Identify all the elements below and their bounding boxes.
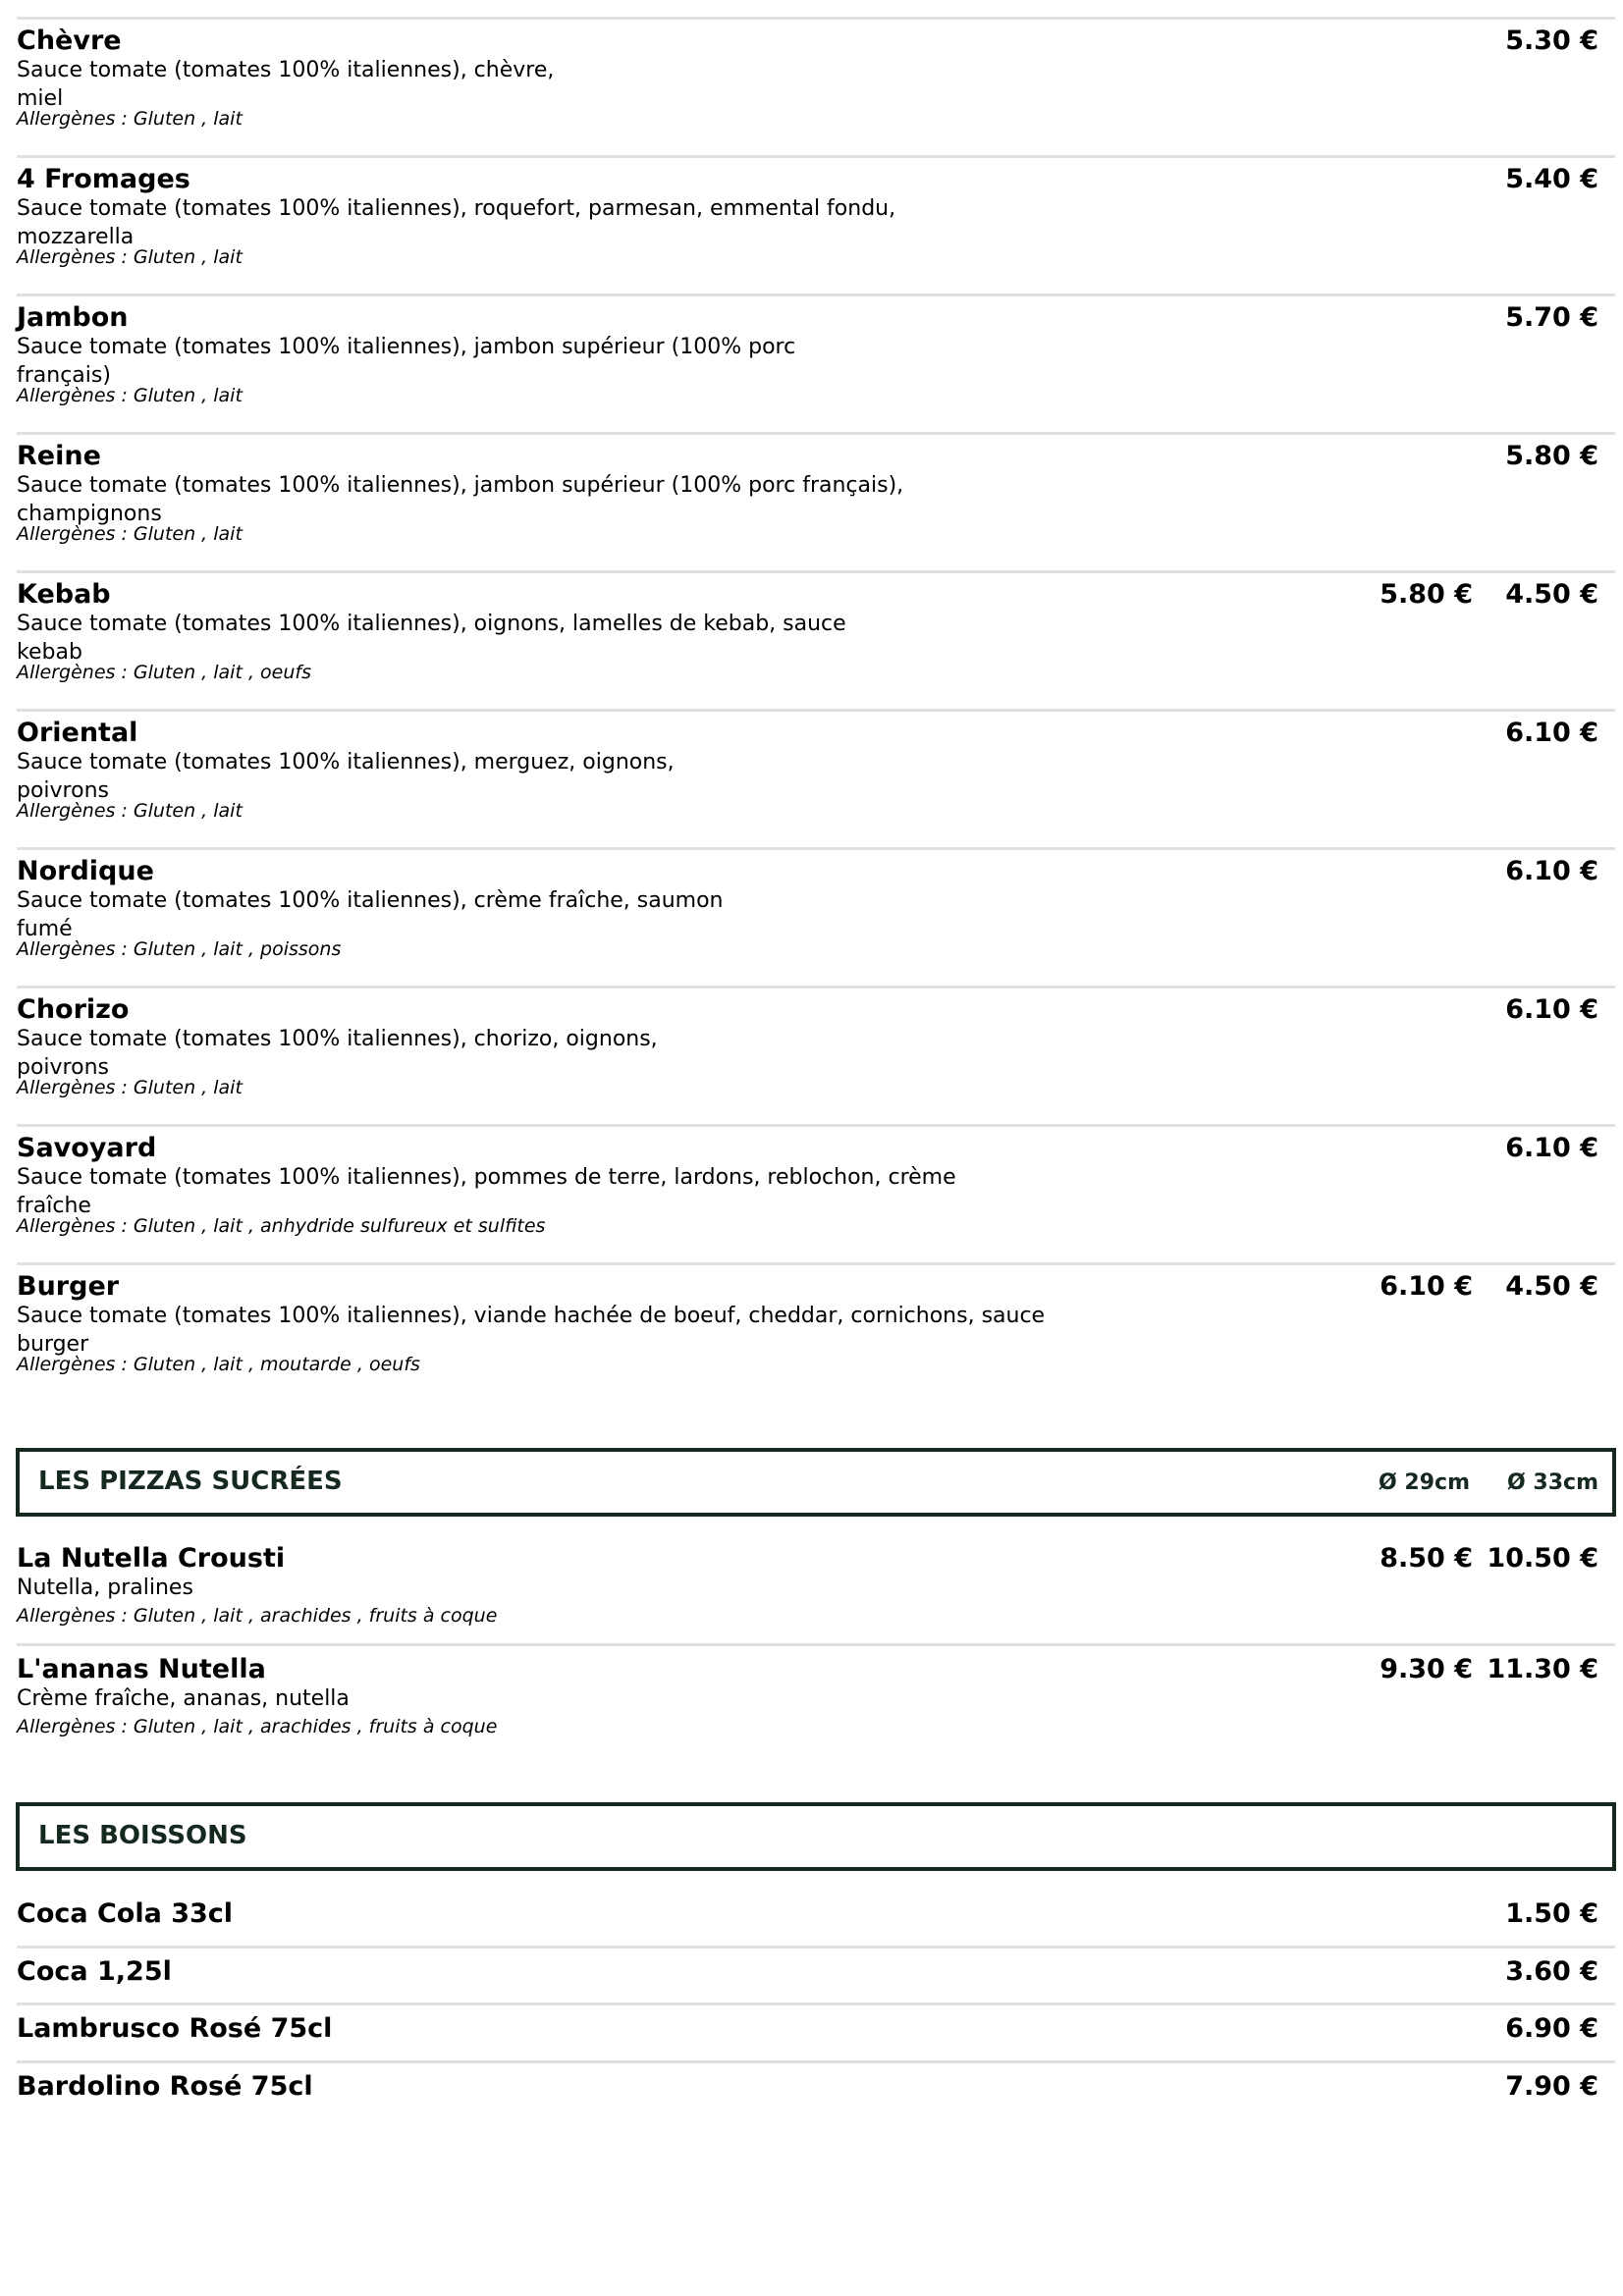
- separator: [17, 1946, 1615, 1949]
- drink-price: 1.50 €: [1505, 1898, 1598, 1929]
- menu-item: [17, 1653, 1615, 1771]
- drink-item: [17, 2070, 1615, 2109]
- item-description: [17, 1684, 350, 1713]
- item-allergens: Allergènes : Gluten , lait: [17, 246, 243, 268]
- item-description: [17, 610, 846, 667]
- item-price: 6.10 €: [1505, 856, 1598, 886]
- section-header-boissons: [16, 1802, 1616, 1871]
- item-description: [17, 886, 724, 943]
- item-name: 4 Fromages: [17, 164, 190, 194]
- description-line: Nutella, pralines: [17, 1575, 193, 1600]
- item-price: 5.30 €: [1505, 26, 1598, 56]
- description-line: poivrons: [17, 1055, 109, 1080]
- item-name: Chorizo: [17, 994, 130, 1025]
- drink-name: Coca 1,25l: [17, 1955, 172, 1987]
- item-price-large: 10.50 €: [1487, 1543, 1598, 1574]
- item-price-large: 4.50 €: [1505, 1271, 1598, 1302]
- separator: [17, 1124, 1615, 1127]
- separator: [17, 17, 1615, 20]
- description-line: Sauce tomate (tomates 100% italiennes), jambon supérieur (100% porc français),: [17, 473, 904, 498]
- item-price-small: 6.10 €: [1380, 1271, 1473, 1302]
- item-description: [17, 1574, 193, 1602]
- item-allergens: Allergènes : Gluten , lait , moutarde , oeufs: [17, 1354, 420, 1375]
- drink-name: Bardolino Rosé 75cl: [17, 2070, 313, 2102]
- item-allergens: Allergènes : Gluten , lait , arachides , fruits à coque: [17, 1605, 498, 1627]
- item-name: Burger: [17, 1271, 120, 1302]
- item-allergens: Allergènes : Gluten , lait: [17, 523, 243, 545]
- drink-item: [17, 1897, 1615, 1937]
- menu-item: [17, 25, 1615, 142]
- section-title: LES PIZZAS SUCRÉES: [38, 1467, 343, 1496]
- separator: [17, 570, 1615, 573]
- menu-item: [17, 440, 1615, 558]
- description-line: champignons: [17, 502, 162, 526]
- item-name: Savoyard: [17, 1133, 157, 1163]
- item-allergens: Allergènes : Gluten , lait , poissons: [17, 938, 342, 960]
- item-name: Oriental: [17, 718, 138, 748]
- item-price: 6.10 €: [1505, 718, 1598, 748]
- item-allergens: Allergènes : Gluten , lait , oeufs: [17, 662, 311, 683]
- description-line: burger: [17, 1332, 89, 1357]
- item-description: [17, 56, 554, 113]
- item-allergens: Allergènes : Gluten , lait: [17, 385, 243, 406]
- separator: [17, 986, 1615, 988]
- menu-item: [17, 1132, 1615, 1250]
- description-line: Sauce tomate (tomates 100% italiennes), oignons, lamelles de kebab, sauce: [17, 612, 846, 636]
- description-line: Sauce tomate (tomates 100% italiennes), pommes de terre, lardons, reblochon, crème: [17, 1165, 956, 1190]
- drink-price: 7.90 €: [1505, 2070, 1598, 2102]
- menu-item: [17, 301, 1615, 419]
- separator: [17, 847, 1615, 850]
- item-price-small: 5.80 €: [1380, 579, 1473, 610]
- description-line: Sauce tomate (tomates 100% italiennes), chèvre,: [17, 58, 555, 82]
- menu-item: [17, 717, 1615, 834]
- description-line: Sauce tomate (tomates 100% italiennes), merguez, oignons,: [17, 750, 675, 774]
- separator: [17, 432, 1615, 435]
- size-label-large: Ø 33cm: [1507, 1470, 1598, 1495]
- item-price: 5.70 €: [1505, 302, 1598, 333]
- item-name: Nordique: [17, 856, 154, 886]
- item-allergens: Allergènes : Gluten , lait , anhydride sulfureux et sulfites: [17, 1215, 546, 1237]
- item-price: 6.10 €: [1505, 994, 1598, 1025]
- description-line: Crème fraîche, ananas, nutella: [17, 1686, 350, 1711]
- drink-item: [17, 1955, 1615, 1995]
- separator: [17, 2060, 1615, 2063]
- separator: [17, 1262, 1615, 1265]
- section-title: LES BOISSONS: [38, 1821, 247, 1850]
- separator: [17, 2002, 1615, 2005]
- item-name: Chèvre: [17, 26, 122, 56]
- description-line: français): [17, 363, 111, 388]
- item-description: [17, 748, 675, 805]
- separator: [17, 294, 1615, 296]
- separator: [17, 1643, 1615, 1646]
- item-description: [17, 194, 895, 251]
- item-description: [17, 333, 795, 390]
- item-allergens: Allergènes : Gluten , lait: [17, 108, 243, 130]
- description-line: Sauce tomate (tomates 100% italiennes), chorizo, oignons,: [17, 1027, 658, 1051]
- item-name: Kebab: [17, 579, 111, 610]
- item-description: [17, 471, 903, 528]
- drink-item: [17, 2012, 1615, 2052]
- drink-name: Coca Cola 33cl: [17, 1898, 234, 1929]
- menu-item: [17, 1270, 1615, 1388]
- item-name: L'ananas Nutella: [17, 1654, 266, 1684]
- item-allergens: Allergènes : Gluten , lait: [17, 800, 243, 822]
- item-price-large: 4.50 €: [1505, 579, 1598, 610]
- item-allergens: Allergènes : Gluten , lait: [17, 1077, 243, 1098]
- item-description: [17, 1163, 956, 1220]
- description-line: mozzarella: [17, 225, 135, 249]
- description-line: Sauce tomate (tomates 100% italiennes), roquefort, parmesan, emmental fondu,: [17, 196, 896, 221]
- item-name: La Nutella Crousti: [17, 1543, 286, 1574]
- item-price: 5.40 €: [1505, 164, 1598, 194]
- item-price: 5.80 €: [1505, 441, 1598, 471]
- item-name: Jambon: [17, 302, 129, 333]
- drink-price: 6.90 €: [1505, 2013, 1598, 2044]
- separator: [17, 709, 1615, 712]
- menu-item: [17, 855, 1615, 973]
- item-allergens: Allergènes : Gluten , lait , arachides , fruits à coque: [17, 1716, 498, 1737]
- item-price-small: 8.50 €: [1380, 1543, 1473, 1574]
- item-name: Reine: [17, 441, 101, 471]
- item-price: 6.10 €: [1505, 1133, 1598, 1163]
- description-line: Sauce tomate (tomates 100% italiennes), jambon supérieur (100% porc: [17, 335, 796, 359]
- drink-name: Lambrusco Rosé 75cl: [17, 2013, 333, 2044]
- description-line: fraîche: [17, 1194, 91, 1218]
- menu-item: [17, 163, 1615, 281]
- menu-item: [17, 993, 1615, 1111]
- drink-price: 3.60 €: [1505, 1955, 1598, 1987]
- section-header-pizzas-sucrees: [16, 1448, 1616, 1517]
- separator: [17, 155, 1615, 158]
- item-price-large: 11.30 €: [1487, 1654, 1598, 1684]
- description-line: fumé: [17, 917, 73, 941]
- item-price-small: 9.30 €: [1380, 1654, 1473, 1684]
- description-line: poivrons: [17, 778, 109, 803]
- item-description: [17, 1302, 1045, 1359]
- item-description: [17, 1025, 658, 1082]
- description-line: Sauce tomate (tomates 100% italiennes), crème fraîche, saumon: [17, 888, 724, 913]
- menu-item: [17, 1542, 1615, 1660]
- menu-item: [17, 578, 1615, 696]
- description-line: Sauce tomate (tomates 100% italiennes), viande hachée de boeuf, cheddar, cornichons, sauce: [17, 1304, 1046, 1328]
- description-line: kebab: [17, 640, 82, 665]
- size-label-small: Ø 29cm: [1379, 1470, 1470, 1495]
- description-line: miel: [17, 86, 64, 111]
